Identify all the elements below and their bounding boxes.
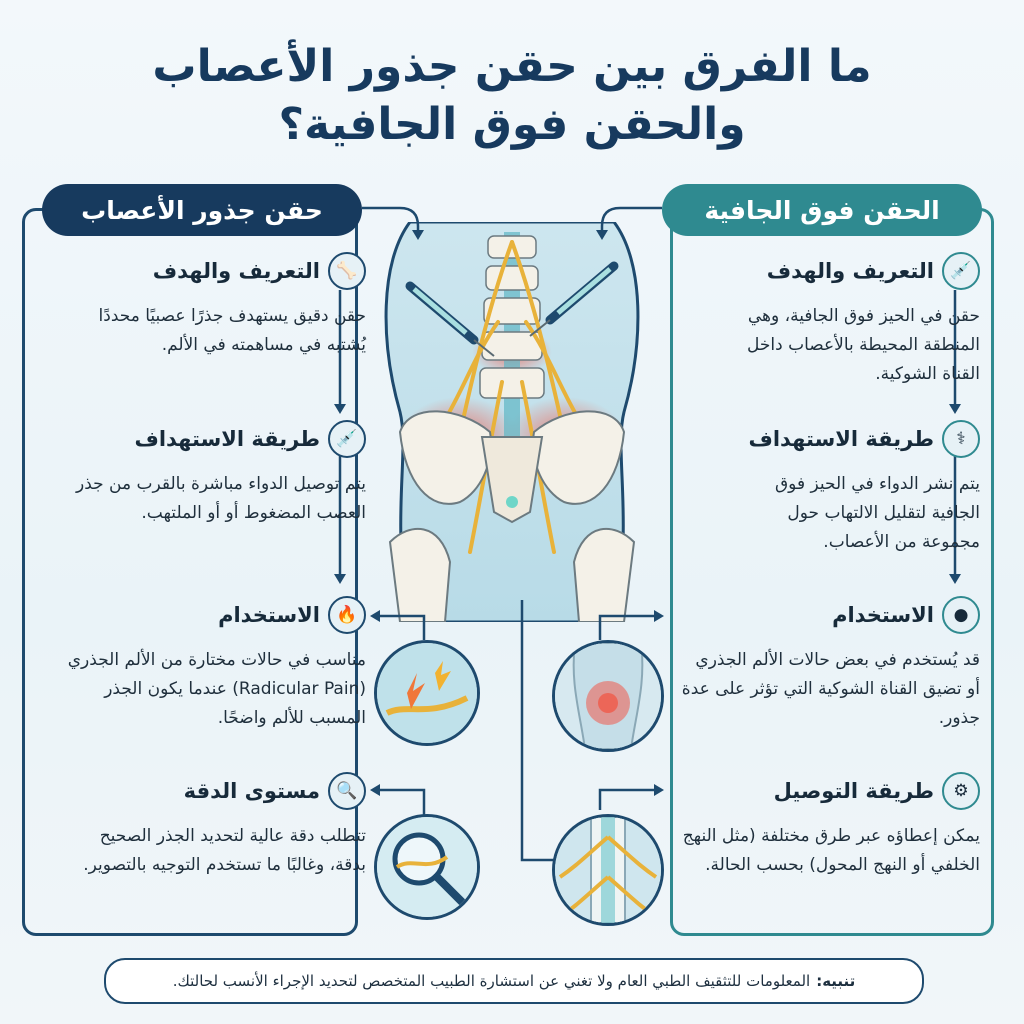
vertebra-icon: ⚙ [942, 772, 980, 810]
section-text: قد يُستخدم في بعض حالات الألم الجذري أو تضيق القناة الشوكية التي تؤثر على عدة جذور. [681, 650, 980, 728]
notice-label: تنبيه: [816, 972, 856, 990]
section-title: ● الاستخدام [670, 596, 980, 634]
lower-back-pain-illustration [552, 640, 664, 752]
section-title: 💉 التعريف والهدف [670, 252, 980, 290]
needle-nerve-icon: 💉 [328, 420, 366, 458]
section-title: 🔍 مستوى الدقة [40, 772, 366, 810]
right-section-definition [670, 252, 980, 389]
spine-icon: 🦴 [328, 252, 366, 290]
section-text: يمكن إعطاؤه عبر طرق مختلفة (مثل النهج الخلفي أو النهج المحول) بحسب الحالة. [682, 826, 980, 875]
section-title: ⚙ طريقة التوصيل [670, 772, 980, 810]
right-section-targeting [670, 420, 980, 557]
section-text: حقن دقيق يستهدف جذرًا عصبيًا محددًا يُشتبه في مساهمته في الألم. [98, 306, 366, 355]
section-title: 🦴 التعريف والهدف [40, 252, 366, 290]
disclaimer-notice [104, 958, 924, 1004]
section-text: تتطلب دقة عالية لتحديد الجذر الصحيح بدقة، وغالبًا ما تستخدم التوجيه بالتصوير. [83, 826, 366, 875]
left-section-usage [40, 596, 366, 733]
section-title: 💉 طريقة الاستهداف [40, 420, 366, 458]
left-section-targeting [40, 420, 366, 528]
left-section-precision [40, 772, 366, 880]
spinal-canal-illustration [552, 814, 664, 926]
nerve-root-injection-header: حقن جذور الأعصاب [42, 184, 362, 236]
right-section-delivery [670, 772, 980, 880]
section-text: حقن في الحيز فوق الجافية، وهي المنطقة المحيطة بالأعصاب داخل القناة الشوكية. [747, 306, 980, 384]
radicular-pain-illustration [374, 640, 480, 746]
section-text: يتم نشر الدواء في الحيز فوق الجافية لتقليل الالتهاب حول مجموعة من الأعصاب. [774, 474, 980, 552]
notice-text: المعلومات للتثقيف الطبي العام ولا تغني عن استشارة الطبيب المتخصص لتحديد الإجراء الأنسب لحالتك. [172, 972, 811, 990]
left-section-definition [40, 252, 366, 360]
fire-icon: 🔥 [328, 596, 366, 634]
title-line-2: والحقن فوق الجافية؟ [278, 99, 746, 150]
epidural-injection-header: الحقن فوق الجافية [662, 184, 982, 236]
spinal-canal-icon: ⚕ [942, 420, 980, 458]
lower-back-icon: ● [942, 596, 980, 634]
right-section-usage [670, 596, 980, 733]
precision-illustration [374, 814, 480, 920]
section-title: ⚕ طريقة الاستهداف [670, 420, 980, 458]
syringe-icon: 💉 [942, 252, 980, 290]
section-text: يتم توصيل الدواء مباشرة بالقرب من جذر العصب المضغوط أو أو الملتهب. [75, 474, 366, 523]
section-text: مناسب في حالات مختارة من الألم الجذري (Radicular Pain) عندما يكون الجذر المسبب للألم واضحًا. [67, 650, 366, 728]
title-line-1: ما الفرق بين حقن جذور الأعصاب [152, 41, 872, 92]
magnifier-icon: 🔍 [328, 772, 366, 810]
section-title: 🔥 الاستخدام [40, 596, 366, 634]
